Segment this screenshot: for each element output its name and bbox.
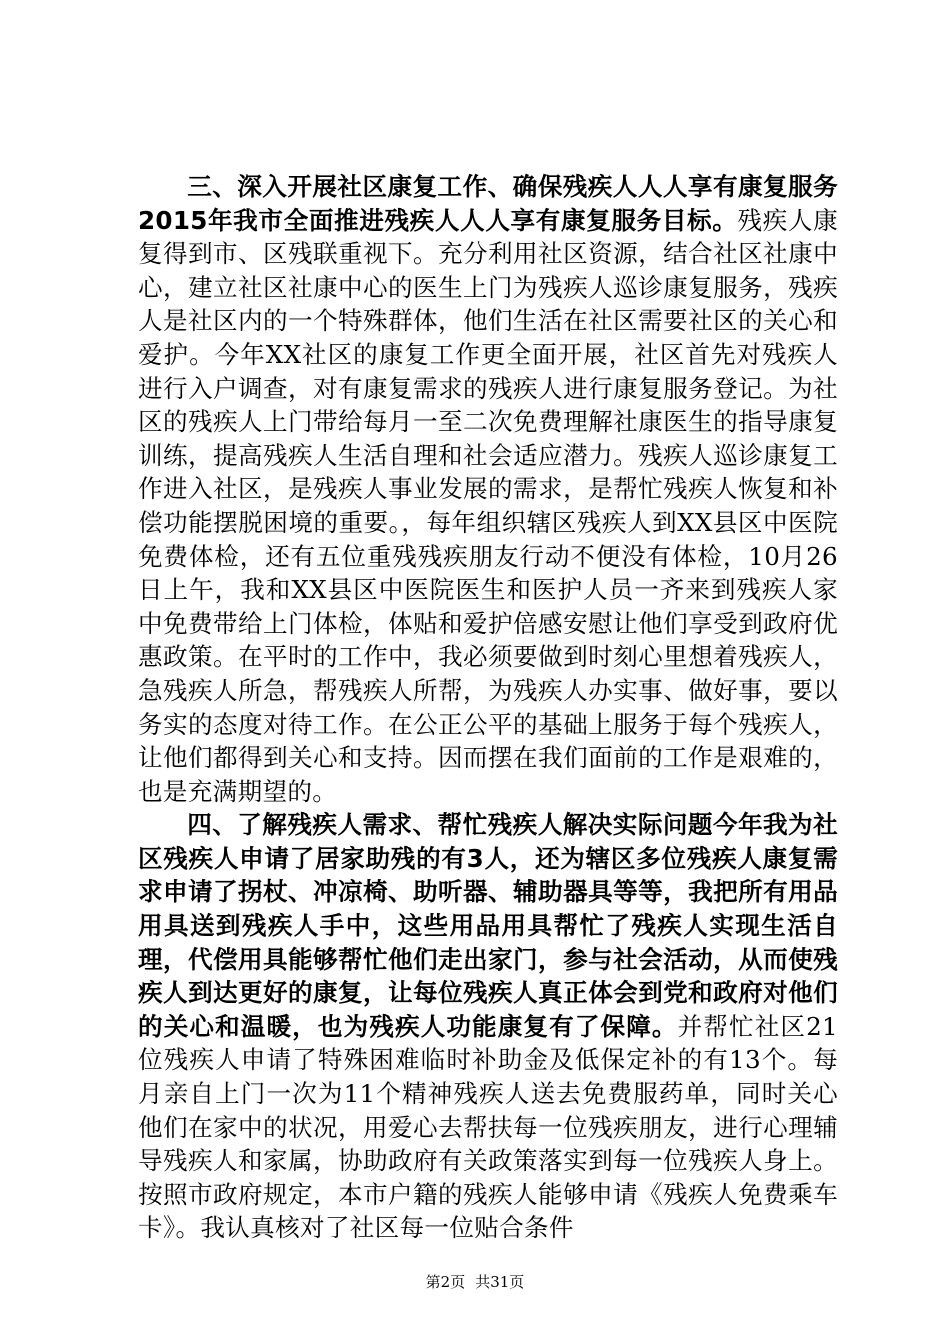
section-3-heading: 三、深入开展社区康复工作、确保残疾人人人享有康复服务2015年我市全面推进残疾人人人享有康复服务目标。 — [138, 172, 838, 235]
section-3-text: 残疾人康复得到市、区残联重视下。充分利用社区资源，结合社区社康中心，建立社区社康中心的医生上门为残疾人巡诊康复服务，残疾人是社区内的一个特殊群体，他们生活在社区需要社区的关心和爱护。今年XX社区的康复工作更全面开展，社区首先对残疾人进行入户调查，对有康复需求的残疾人进行康复服务登记。为社区的残疾人上门带给每月一至二次免费理解社康医生的指导康复训练，提高残疾人生活自理和社会适应潜力。残疾人巡诊康复工作进入社区，是残疾人事业发展的需求，是帮忙残疾人恢复和补偿功能摆脱困境的重要。，每年组织辖区残疾人到XX县区中医院免费体检，还有五位重残残疾朋友行动不便没有体检，10月26日上午，我和XX县区中医院医生和医护人员一齐来到残疾人家中免费带给上门体检，体贴和爱护倍感安慰让他们享受到政府优惠政策。在平时的工作中，我必须要做到时刻心里想着残疾人，急残疾人所急，帮残疾人所帮，为残疾人办实事、做好事，要以务实的态度对待工作。在公正公平的基础上服务于每个残疾人，让他们都得到关心和支持。因而摆在我们面前的工作是艰难的，也是充满期望的。 — [138, 205, 839, 806]
section-4-text: 并帮忙社区21位残疾人申请了特殊困难临时补助金及低保定补的有13个。每月亲自上门一次为11个精神残疾人送去免费服药单，同时关心他们在家中的状况，用爱心去帮扶每一位残疾朋友，进行心理辅导残疾人和家属，协助政府有关政策落实到每一位残疾人身上。按照市政府规定，本市户籍的残疾人能够申请《残疾人免费乘车卡》。我认真核对了社区每一位贴合条件 — [138, 1011, 838, 1243]
paragraph-section-4 — [138, 808, 838, 1245]
section-4-heading: 四、了解残疾人需求、帮忙残疾人解决实际问题今年我为社区残疾人申请了居家助残的有3人，还为辖区多位残疾人康复需求申请了拐杖、冲凉椅、助听器、辅助器具等等，我把所有用品用具送到残疾人手中，这些用品用具帮忙了残疾人实现生活自理，代偿用具能够帮忙他们走出家门，参与社会活动，从而使残疾人到达更好的康复，让每位残疾人真正体会到党和政府对他们的关心和温暖，也为残疾人功能康复有了保障。 — [138, 810, 838, 1041]
page-number: 第2页 — [425, 1273, 466, 1291]
page-footer — [0, 1271, 950, 1292]
document-body — [138, 170, 838, 1245]
paragraph-section-3 — [138, 170, 838, 808]
page-total: 共31页 — [475, 1273, 525, 1291]
